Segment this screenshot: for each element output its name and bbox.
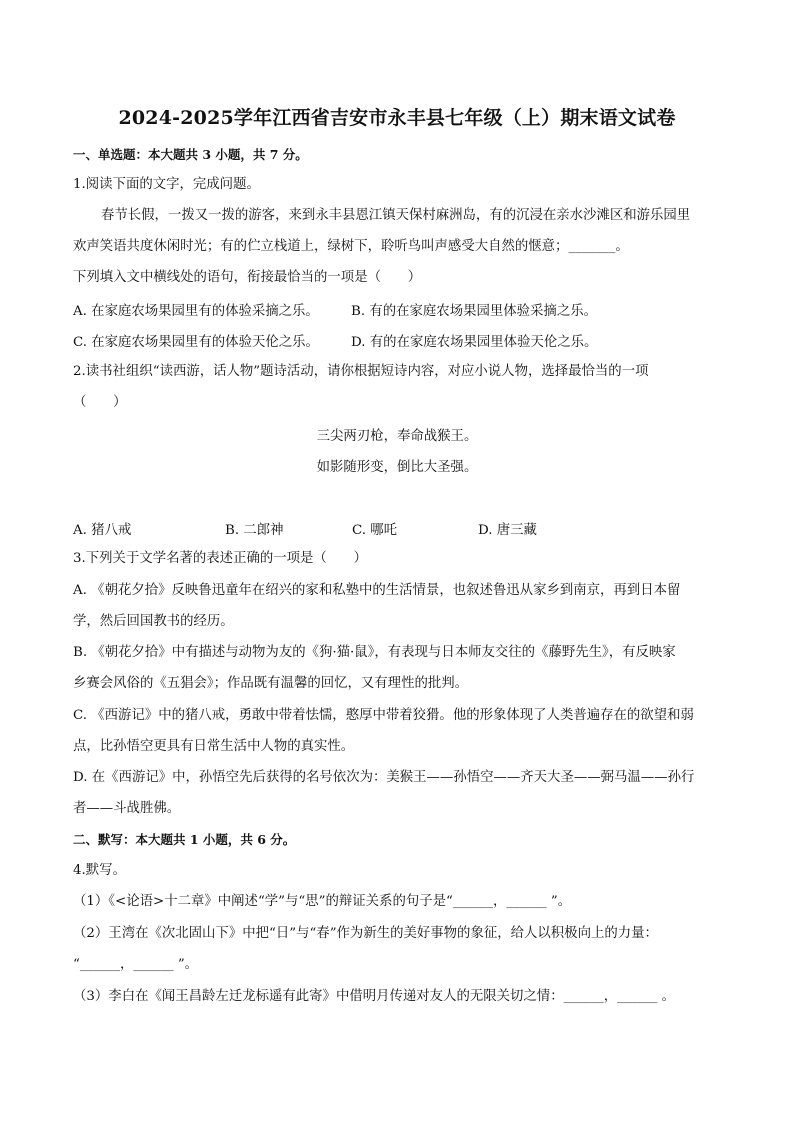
q3-option-a-line-2[interactable]: 学，然后回国教书的经历。 (73, 614, 234, 629)
q2-option-b[interactable]: B. 二郎神 (225, 523, 284, 538)
q1-option-a[interactable]: A. 在家庭农场果园里有的体验采摘之乐。 (73, 304, 319, 319)
q2-poem-line-2: 如影随形变，倒比大圣强。 (316, 460, 478, 475)
q4-stem: 4.默写。 (73, 863, 126, 878)
q1-option-d[interactable]: D. 有的在家庭农场果园里体验天伦之乐。 (351, 335, 598, 350)
q2-option-d[interactable]: D. 唐三藏 (478, 523, 537, 538)
q4-item-1: （1）《<论语>十二章》中阐述“学”与“思”的辩证关系的句子是“______，______ ”。 (73, 894, 572, 909)
q1-stem: 1.阅读下面的文字，完成问题。 (73, 177, 260, 192)
q2-option-c[interactable]: C. 哪吒 (352, 523, 398, 538)
q2-stem: 2.读书社组织“读西游，话人物”题诗活动，请你根据短诗内容，对应小说人物，选择最恰当的一项 (73, 364, 649, 379)
section-1-heading: 一、单选题：本大题共 3 小题，共 7 分。 (73, 147, 308, 162)
q3-option-a-line-1[interactable]: A. 《朝花夕拾》反映鲁迅童年在绍兴的家和私塾中的生活情景，也叙述鲁迅从家乡到南京，再到日本留 (73, 583, 681, 598)
q1-question: 下列填入文中横线处的语句，衔接最恰当的一项是（ ） (73, 270, 422, 285)
q3-option-c-line-1[interactable]: C. 《西游记》中的猪八戒，勇敢中带着怯懦，憨厚中带着狡猾。他的形象体现了人类普遍存在的欲望和弱 (73, 708, 694, 723)
section-2-heading: 二、默写：本大题共 1 小题，共 6 分。 (73, 832, 296, 847)
q3-option-d-line-2[interactable]: 者——斗战胜佛。 (73, 801, 181, 816)
q3-stem: 3.下列关于文学名著的表述正确的一项是（ ） (73, 551, 367, 566)
q1-passage-line-1: 春节长假，一拨又一拨的游客，来到永丰县恩江镇天保村麻洲岛，有的沉浸在亲水沙滩区和游乐园里 (101, 208, 691, 223)
q4-item-2-line-2: “______，______ ”。 (73, 957, 199, 972)
exam-title: 2024-2025学年江西省吉安市永丰县七年级（上）期末语文试卷 (118, 107, 676, 129)
q1-passage-line-2: 欢声笑语共度休闲时光；有的伫立栈道上，绿树下，聆听鸟叫声感受大自然的惬意；_______。 (73, 239, 629, 254)
q3-option-d-line-1[interactable]: D. 在《西游记》中，孙悟空先后获得的名号依次为：美猴王——孙悟空——齐天大圣——弼马温——孙行 (73, 770, 695, 785)
q4-item-3: （3）李白在《闻王昌龄左迁龙标遥有此寄》中借明月传递对友人的无限关切之情：______，______ 。 (73, 989, 675, 1004)
q2-bracket: （ ） (73, 395, 127, 410)
q2-poem-line-1: 三尖两刃枪，奉命战猴王。 (316, 429, 478, 444)
q3-option-b-line-1[interactable]: B. 《朝花夕拾》中有描述与动物为友的《狗·猫·鼠》，有表现与日本师友交往的《藤野先生》，有反映家 (73, 645, 676, 660)
q1-option-b[interactable]: B. 有的在家庭农场果园里体验采摘之乐。 (351, 304, 597, 319)
q4-item-2-line-1: （2）王湾在《次北固山下》中把“日”与“春”作为新生的美好事物的象征，给人以积极向上的力量： (73, 926, 658, 941)
q2-option-a[interactable]: A. 猪八戒 (73, 523, 132, 538)
q3-option-c-line-2[interactable]: 点，比孙悟空更具有日常生活中人物的真实性。 (73, 739, 355, 754)
q3-option-b-line-2[interactable]: 乡赛会风俗的《五猖会》；作品既有温馨的回忆，又有理性的批判。 (73, 676, 469, 691)
q1-option-c[interactable]: C. 在家庭农场果园里有的体验天伦之乐。 (73, 335, 319, 350)
